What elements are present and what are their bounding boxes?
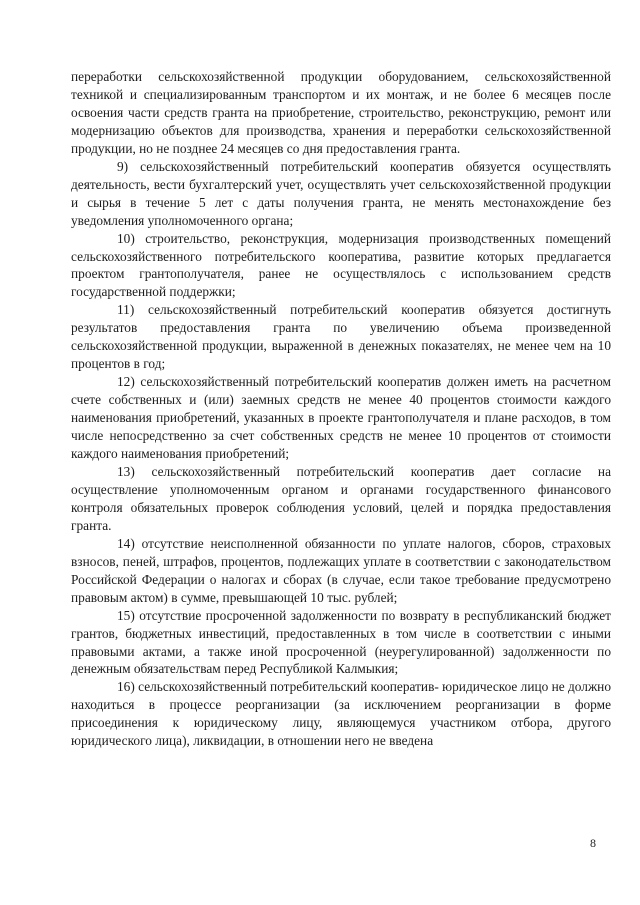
paragraph-item-10: 10) строительство, реконструкция, модернизация производственных помещений сельскохозяйственного потребительского кооператива, развитие которых предлагается проектом грантополучателя, ранее не осуществлялось с использованием средств государственной поддержки; — [71, 230, 611, 300]
paragraph-item-15: 15) отсутствие просроченной задолженности по возврату в республиканский бюджет грантов, бюджетных инвестиций, предоставленных в том числе в соответствии с иными правовыми актами, а также иной просроченной (неурегулированной) задолженности по денежным обязательствам перед Республикой Калмыкия; — [71, 607, 611, 677]
paragraph-item-9: 9) сельскохозяйственный потребительский кооператив обязуется осуществлять деятельность, вести бухгалтерский учет, осуществлять учет сельскохозяйственной продукции и сырья в течение 5 лет с даты получения гранта, не менять местонахождение без уведомления уполномоченного органа; — [71, 158, 611, 228]
paragraph-item-12: 12) сельскохозяйственный потребительский кооператив должен иметь на расчетном счете собственных и (или) заемных средств не менее 40 процентов стоимости каждого наименования приобретений, указанных в проекте грантополучателя и плане расходов, в том числе непосредственно за счет собственных средств не менее 10 процентов от стоимости каждого наименования приобретений; — [71, 374, 611, 462]
document-body — [71, 68, 611, 750]
paragraph-item-11: 11) сельскохозяйственный потребительский кооператив обязуется достигнуть результатов предоставления гранта по увеличению объема произведенной сельскохозяйственной продукции, выраженной в денежных показателях, не менее чем на 10 процентов в год; — [71, 302, 611, 372]
paragraph-item-16: 16) сельскохозяйственный потребительский кооператив- юридическое лицо не должно находиться в процессе реорганизации (за исключением реорганизации в форме присоединения к юридическому лицу, являющемуся участником отбора, другого юридического лица), ликвидации, в отношении него не введена — [71, 679, 611, 749]
paragraph-continuation: переработки сельскохозяйственной продукции оборудованием, сельскохозяйственной техникой и специализированным транспортом и их монтаж, и не более 6 месяцев после освоения части средств гранта на приобретение, строительство, реконструкцию, ремонт или модернизацию объектов для производства, хранения и переработки сельскохозяйственной продукции, но не позднее 24 месяцев со дня предоставления гранта. — [71, 69, 611, 156]
paragraph-item-13: 13) сельскохозяйственный потребительский кооператив дает согласие на осуществление уполномоченным органом и органами государственного финансового контроля обязательных проверок соблюдения условий, целей и порядка предоставления гранта. — [71, 463, 611, 533]
page-number: 8 — [590, 836, 596, 850]
paragraph-item-14: 14) отсутствие неисполненной обязанности по уплате налогов, сборов, страховых взносов, пеней, штрафов, процентов, подлежащих уплате в соответствии с законодательством Российской Федерации о налогах и сборах (в случае, если такое требование предусмотрено правовым актом) в сумме, превышающей 10 тыс. рублей; — [71, 535, 611, 605]
